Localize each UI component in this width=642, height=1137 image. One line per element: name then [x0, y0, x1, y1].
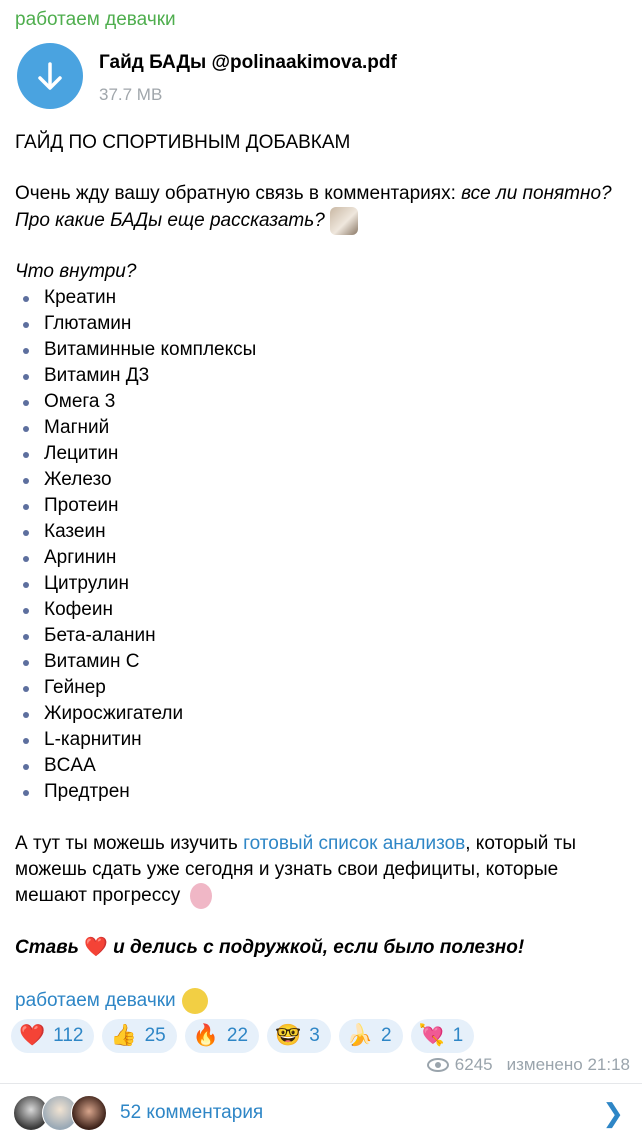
post-heading: ГАЙД ПО СПОРТИВНЫМ ДОБАВКАМ — [15, 132, 351, 153]
divider — [0, 1083, 642, 1084]
file-name[interactable]: Гайд БАДы @polinaakimova.pdf — [99, 52, 397, 73]
cta-start: Ставь — [15, 937, 85, 958]
reaction-count: 112 — [53, 1025, 84, 1046]
edited-time: изменено 21:18 — [506, 1055, 630, 1074]
reaction-heart-arrow[interactable] — [411, 1019, 475, 1053]
thumbs-up-icon: 👍 — [110, 1024, 137, 1047]
list-item: BCAA — [15, 753, 256, 779]
list-item: Бета-аланин — [15, 623, 256, 649]
feedback-paragraph — [15, 181, 615, 235]
banana-icon: 🍌 — [346, 1024, 373, 1047]
list-item: Кофеин — [15, 597, 256, 623]
list-item: Гейнер — [15, 675, 256, 701]
list-item: Жиросжигатели — [15, 701, 256, 727]
reaction-count: 3 — [309, 1025, 320, 1046]
fire-icon: 🔥 — [192, 1024, 219, 1047]
chevron-right-icon[interactable]: ❯ — [602, 1098, 624, 1128]
list-item: Витамин Д3 — [15, 363, 256, 389]
list-item: Витаминные комплексы — [15, 337, 256, 363]
message-meta — [427, 1055, 630, 1075]
list-item: Казеин — [15, 519, 256, 545]
download-arrow-icon[interactable] — [17, 43, 83, 109]
reaction-heart[interactable] — [11, 1019, 94, 1053]
cta-end: и делись с подружкой, если было полезно! — [107, 937, 525, 958]
list-item: Омега 3 — [15, 389, 256, 415]
red-heart-icon: ❤️ — [84, 937, 108, 958]
comments-button[interactable]: 52 комментария — [120, 1102, 264, 1123]
analysis-text-start: А тут ты можешь изучить — [15, 833, 244, 854]
reaction-count: 1 — [452, 1025, 464, 1046]
eye-icon — [427, 1058, 449, 1072]
commenter-avatars[interactable] — [13, 1095, 105, 1131]
avatar — [71, 1095, 107, 1131]
analysis-paragraph — [15, 831, 630, 909]
inside-label: Что внутри? — [15, 261, 137, 282]
list-item: Аргинин — [15, 545, 256, 571]
list-item: Глютамин — [15, 311, 256, 337]
list-item: Лецитин — [15, 441, 256, 467]
reaction-banana[interactable] — [339, 1019, 403, 1053]
list-item: Протеин — [15, 493, 256, 519]
file-size: 37.7 MB — [99, 85, 163, 104]
signature-link[interactable] — [15, 988, 208, 1014]
reaction-nerd[interactable] — [267, 1019, 331, 1053]
cat-sticker-icon — [330, 207, 358, 235]
list-item: Магний — [15, 415, 256, 441]
list-item: Витамин С — [15, 649, 256, 675]
list-item: Железо — [15, 467, 256, 493]
list-item: Предтрен — [15, 779, 256, 805]
heart-icon: ❤️ — [19, 1024, 46, 1047]
emoji-sticker-icon — [182, 988, 208, 1014]
call-to-action — [15, 935, 524, 961]
heart-arrow-icon: 💘 — [418, 1024, 445, 1047]
analysis-text-end: , который ты можешь сдать уже сегодня и узнать свои дефициты, которые мешают прогрессу — [15, 833, 576, 907]
bunny-sticker-icon — [190, 883, 212, 909]
feedback-question: все ли понятно? Про какие БАДы еще рассказать? — [15, 183, 612, 232]
list-item: L-карнитин — [15, 727, 256, 753]
supplement-list — [15, 285, 256, 805]
list-item: Креатин — [15, 285, 256, 311]
view-count: 6245 — [454, 1055, 493, 1074]
reactions-bar — [11, 1019, 474, 1053]
reaction-count: 22 — [226, 1025, 249, 1046]
nerd-face-icon: 🤓 — [275, 1024, 302, 1047]
channel-name[interactable]: работаем девачки — [15, 9, 176, 30]
feedback-text: Очень жду вашу обратную связь в комментариях: — [15, 183, 462, 204]
reaction-fire[interactable] — [185, 1019, 259, 1053]
reaction-thumbs-up[interactable] — [102, 1019, 176, 1053]
analysis-list-link[interactable]: готовый список анализов — [243, 833, 466, 854]
signature-text[interactable]: работаем девачки — [15, 990, 176, 1012]
list-item: Цитрулин — [15, 571, 256, 597]
reaction-count: 25 — [144, 1025, 166, 1046]
reaction-count: 2 — [380, 1025, 392, 1046]
